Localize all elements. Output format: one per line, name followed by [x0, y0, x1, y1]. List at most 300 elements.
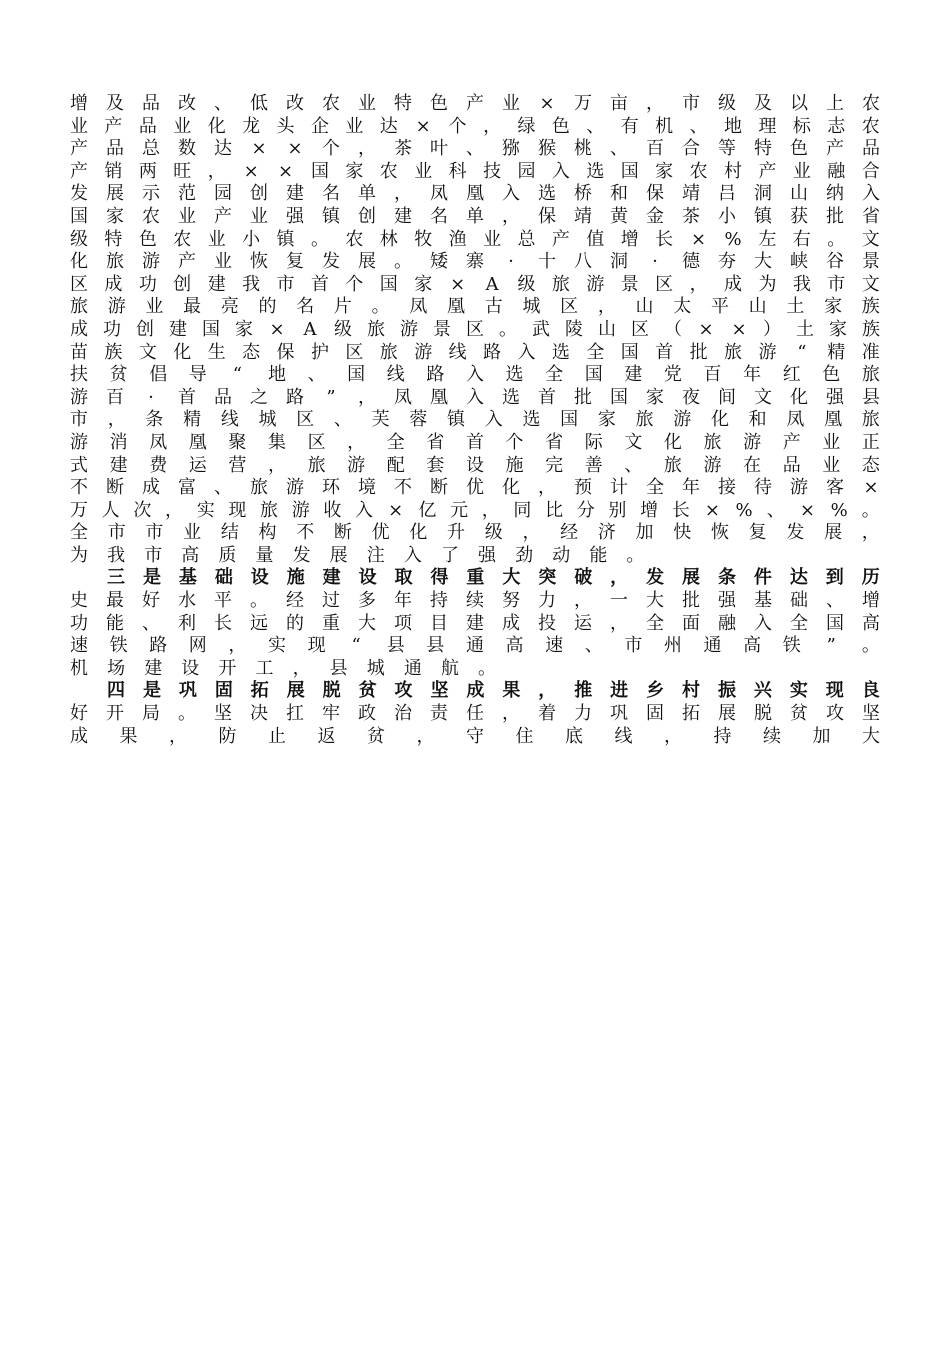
text-char: 展: [718, 703, 736, 725]
text-char: 态: [242, 341, 261, 363]
text-char: 入: [484, 409, 503, 431]
text-char: 固: [214, 680, 233, 702]
text-char: 红: [782, 364, 801, 386]
text-char: 坚: [214, 703, 232, 725]
text-char: 靖: [574, 205, 592, 227]
text-char: 凤: [786, 409, 805, 431]
text-char: 扶: [70, 364, 88, 386]
text-char: 县: [426, 635, 445, 657]
text-char: 土: [796, 318, 814, 340]
text-char: 现: [825, 680, 844, 702]
text-char: 入: [551, 160, 570, 182]
text-char: 凤: [409, 296, 428, 318]
text-char: 达: [789, 567, 808, 589]
text-char: 长: [655, 228, 674, 250]
text-char: 设: [465, 454, 484, 476]
text-char: 治: [394, 703, 412, 725]
text-char: 济: [597, 522, 616, 544]
text-char: ”: [326, 386, 336, 408]
text-char: 凤: [430, 183, 448, 205]
text-line: [70, 387, 880, 410]
text-char: 名: [430, 205, 448, 227]
text-char: 力: [538, 590, 556, 612]
text-char: 为: [70, 544, 88, 566]
text-char: 保: [276, 341, 295, 363]
text-char: 城: [366, 657, 385, 679]
text-char: ，: [610, 567, 629, 589]
text-char: 旺: [173, 160, 192, 182]
text-char: 值: [586, 228, 605, 250]
text-char: 通: [403, 657, 422, 679]
text-char: 机: [70, 657, 88, 679]
text-char: 市: [827, 273, 846, 295]
text-char: 设: [358, 567, 377, 589]
text-char: 三: [107, 567, 125, 589]
text-char: 入: [754, 612, 772, 634]
text-char: 路: [149, 635, 168, 657]
text-char: 住: [515, 725, 534, 747]
text-line: [70, 680, 880, 703]
text-char: 富: [178, 477, 196, 499]
text-char: 。: [626, 544, 645, 566]
text-char: 旅: [551, 273, 570, 295]
text-char: 选: [538, 183, 556, 205]
text-char: 注: [366, 544, 385, 566]
text-char: 次: [133, 499, 152, 521]
text-char: 消: [109, 431, 128, 453]
text-char: 游: [703, 454, 722, 476]
text-char: 重: [466, 567, 485, 589]
text-char: 首: [310, 273, 329, 295]
text-char: 陵: [565, 318, 583, 340]
text-char: A: [303, 318, 317, 340]
text-char: 国: [70, 205, 88, 227]
text-char: 、: [766, 499, 785, 521]
text-char: 。: [827, 228, 846, 250]
text-char: 全: [646, 477, 664, 499]
text-char: 线: [448, 341, 467, 363]
text-char: 乡: [646, 680, 665, 702]
text-char: 费: [149, 454, 168, 476]
text-char: ，: [358, 386, 376, 408]
text-char: 投: [538, 612, 556, 634]
text-char: 高: [181, 544, 200, 566]
text-char: 十: [538, 251, 556, 273]
text-char: 品: [214, 386, 232, 408]
text-char: 配: [386, 454, 405, 476]
text-char: 史: [70, 590, 88, 612]
text-char: 果: [502, 680, 521, 702]
text-char: 旅: [724, 341, 743, 363]
text-char: 在: [743, 454, 762, 476]
text-char: 建: [322, 567, 341, 589]
text-char: 志: [827, 115, 846, 137]
text-char: %: [735, 499, 753, 521]
text-char: 文: [624, 431, 643, 453]
text-char: 境: [358, 477, 376, 499]
text-char: 增: [70, 93, 88, 114]
text-char: ×: [698, 318, 714, 340]
text-char: 业: [483, 228, 502, 250]
text-char: 百: [646, 138, 664, 160]
text-char: ，: [610, 612, 628, 634]
text-char: 国: [310, 160, 329, 182]
text-char: 区: [70, 273, 88, 295]
text-char: ”: [826, 635, 836, 657]
text-char: 间: [718, 386, 736, 408]
text-char: 色: [551, 115, 570, 137]
text-char: 产: [70, 160, 88, 182]
text-char: 劲: [515, 544, 534, 566]
text-char: 态: [861, 454, 880, 476]
text-char: 黄: [610, 205, 628, 227]
text-char: 色: [822, 364, 841, 386]
text-char: 百: [703, 364, 722, 386]
text-line: [70, 726, 880, 749]
text-char: 入: [403, 544, 422, 566]
text-char: 旅: [367, 318, 385, 340]
text-char: 区: [296, 409, 315, 431]
text-char: 选: [502, 386, 520, 408]
text-char: 贫: [367, 725, 385, 747]
text-char: 化: [207, 115, 226, 137]
text-char: 政: [358, 703, 376, 725]
text-char: 、: [826, 590, 844, 612]
text-char: 融: [827, 160, 846, 182]
text-char: ，: [597, 296, 616, 318]
text-char: 通: [703, 635, 722, 657]
text-char: 亮: [220, 296, 239, 318]
text-char: 景: [862, 251, 880, 273]
text-char: ×: [539, 93, 555, 114]
text-char: 左: [758, 228, 777, 250]
text-char: 业: [345, 115, 364, 137]
text-char: 了: [440, 544, 459, 566]
text-char: 业: [502, 93, 520, 114]
text-char: 首: [465, 431, 484, 453]
text-char: 利: [178, 612, 196, 634]
text-char: 四: [107, 680, 125, 702]
text-char: 游: [286, 477, 304, 499]
text-char: 待: [754, 477, 772, 499]
text-char: 善: [584, 454, 603, 476]
text-char: 凤: [394, 386, 412, 408]
text-char: ，: [502, 205, 520, 227]
text-char: 长: [671, 499, 690, 521]
text-char: 游: [673, 409, 692, 431]
text-char: 是: [142, 567, 161, 589]
text-char: 国: [560, 409, 579, 431]
text-char: 家: [646, 386, 664, 408]
text-char: 加: [635, 522, 654, 544]
text-char: ，: [502, 703, 520, 725]
text-char: 不: [296, 522, 315, 544]
text-char: 范: [178, 183, 196, 205]
text-char: 振: [717, 680, 736, 702]
text-char: ×: [277, 160, 294, 182]
text-char: 恢: [710, 522, 729, 544]
text-char: 分: [576, 499, 595, 521]
text-char: 村: [724, 160, 743, 182]
text-char: 山: [790, 183, 808, 205]
text-char: 着: [538, 703, 556, 725]
text-char: 集: [267, 431, 286, 453]
text-char: 精: [827, 341, 846, 363]
text-char: 渔: [448, 228, 467, 250]
text-char: 好: [70, 703, 88, 725]
text-char: 元: [450, 499, 469, 521]
text-char: 同: [513, 499, 532, 521]
text-char: 准: [861, 341, 880, 363]
text-char: 展: [329, 544, 348, 566]
text-char: ，: [165, 499, 184, 521]
text-line: [70, 658, 880, 681]
text-line: [70, 116, 880, 139]
text-char: 条: [145, 409, 164, 431]
text-char: 改: [178, 93, 196, 114]
text-char: 蓉: [409, 409, 428, 431]
text-char: 土: [786, 296, 805, 318]
text-char: 项: [394, 612, 412, 634]
text-line: [70, 161, 880, 184]
text-char: 成: [142, 477, 160, 499]
text-char: 、: [610, 138, 628, 160]
text-char: 头: [276, 115, 295, 137]
text-char: 农: [861, 115, 880, 137]
text-char: 家: [106, 205, 124, 227]
text-char: 倡: [149, 364, 168, 386]
text-char: 现: [307, 635, 326, 657]
text-char: 小: [718, 205, 736, 227]
text-char: 族: [862, 318, 880, 340]
text-char: 导: [188, 364, 207, 386]
text-char: 保: [646, 183, 664, 205]
text-char: 成: [724, 273, 743, 295]
text-char: 游: [142, 251, 160, 273]
text-char: 单: [466, 205, 484, 227]
text-char: 大: [754, 251, 772, 273]
text-char: ，: [538, 477, 556, 499]
text-char: 名: [322, 183, 340, 205]
text-char: ×: [704, 499, 720, 521]
text-char: ，: [347, 431, 366, 453]
text-char: 快: [673, 522, 692, 544]
text-char: 展: [682, 567, 700, 589]
text-char: 贫: [358, 680, 377, 702]
text-char: 增: [620, 228, 639, 250]
text-char: ×: [450, 273, 466, 295]
text-char: 之: [250, 386, 268, 408]
text-char: 线: [614, 725, 633, 747]
text-char: 入: [355, 499, 374, 521]
text-char: 全: [545, 364, 564, 386]
text-char: 强: [286, 205, 304, 227]
text-char: 寨: [466, 251, 484, 273]
text-char: 纳: [826, 183, 844, 205]
text-char: 目: [430, 612, 448, 634]
text-char: 城: [258, 409, 277, 431]
text-char: 际: [584, 431, 603, 453]
text-line: [70, 703, 880, 726]
text-char: 游: [347, 454, 366, 476]
text-char: 理: [758, 115, 777, 137]
text-char: 家: [345, 160, 364, 182]
text-char: 平: [710, 296, 729, 318]
text-char: 重: [322, 612, 340, 634]
text-char: 全: [386, 431, 405, 453]
text-char: 生: [207, 341, 226, 363]
text-line: [70, 432, 880, 455]
text-char: 矮: [430, 251, 448, 273]
text-char: 能: [589, 544, 608, 566]
text-char: 经: [286, 590, 304, 612]
text-char: 旅: [861, 364, 880, 386]
text-char: 入: [466, 386, 484, 408]
text-char: 市: [624, 635, 643, 657]
text-char: 农: [142, 205, 160, 227]
text-char: 为: [758, 273, 777, 295]
text-char: 旅: [106, 251, 124, 273]
text-char: 建: [394, 205, 412, 227]
text-char: 苗: [70, 341, 88, 363]
text-char: 和: [610, 183, 628, 205]
text-char: 底: [565, 725, 583, 747]
text-char: 功: [70, 612, 88, 634]
text-char: 线: [220, 409, 239, 431]
text-char: 持: [430, 590, 448, 612]
text-char: 发: [292, 544, 311, 566]
text-char: 有: [620, 115, 639, 137]
text-char: 单: [358, 183, 376, 205]
text-char: 完: [545, 454, 564, 476]
text-char: 州: [663, 635, 682, 657]
text-char: 选: [505, 364, 524, 386]
text-char: 展: [286, 680, 305, 702]
text-char: 等: [718, 138, 736, 160]
text-char: 品: [138, 115, 157, 137]
text-char: %: [830, 499, 848, 521]
text-char: ·: [148, 386, 154, 408]
text-char: 不: [70, 477, 88, 499]
text-char: 设: [250, 567, 269, 589]
text-char: 个: [345, 273, 364, 295]
text-char: 县: [329, 657, 348, 679]
text-char: 叶: [430, 138, 448, 160]
text-char: 一: [610, 590, 628, 612]
text-char: 、: [466, 138, 484, 160]
text-char: 产: [214, 205, 232, 227]
text-char: 龙: [242, 115, 261, 137]
text-char: 保: [538, 205, 556, 227]
text-char: 年: [682, 477, 700, 499]
text-char: 止: [268, 725, 286, 747]
text-char: 成: [70, 725, 88, 747]
text-char: 动: [552, 544, 571, 566]
text-char: 增: [640, 499, 659, 521]
text-char: 接: [718, 477, 736, 499]
text-char: 场: [107, 657, 126, 679]
text-char: 国: [620, 341, 639, 363]
text-char: 家: [824, 296, 843, 318]
text-char: 文: [138, 341, 157, 363]
text-char: 建: [624, 364, 643, 386]
text-char: 金: [646, 205, 664, 227]
text-char: 品: [782, 454, 801, 476]
text-char: ，: [169, 725, 187, 747]
text-line: [70, 364, 880, 387]
text-char: 桃: [574, 138, 592, 160]
text-char: 国: [620, 160, 639, 182]
text-char: 、: [624, 454, 643, 476]
text-char: 创: [136, 318, 154, 340]
text-char: 发: [786, 522, 805, 544]
text-char: 好: [142, 590, 160, 612]
text-char: 洞: [610, 251, 628, 273]
text-char: 示: [142, 183, 160, 205]
text-char: 展: [106, 183, 124, 205]
text-char: 全: [646, 612, 664, 634]
text-char: 强: [478, 544, 497, 566]
text-char: 路: [483, 341, 502, 363]
text-char: 客: [826, 477, 844, 499]
text-char: 家: [655, 160, 674, 182]
text-char: 聚: [228, 431, 247, 453]
text-line: [70, 319, 880, 342]
text-char: 攻: [394, 680, 413, 702]
text-char: 强: [718, 590, 736, 612]
text-char: 游: [400, 318, 418, 340]
text-char: 山: [635, 296, 654, 318]
text-char: 林: [379, 228, 398, 250]
text-char: 收: [323, 499, 342, 521]
text-char: 农: [862, 93, 880, 114]
text-char: 入: [517, 341, 536, 363]
text-char: 游: [107, 296, 126, 318]
text-char: 业: [822, 454, 841, 476]
text-char: 合: [861, 160, 880, 182]
text-char: 达: [214, 138, 232, 160]
text-char: 业: [145, 296, 164, 318]
text-char: 产: [70, 138, 88, 160]
text-char: 强: [826, 386, 844, 408]
text-char: 产: [551, 228, 570, 250]
text-char: 牧: [414, 228, 433, 250]
text-char: 产: [104, 115, 123, 137]
text-char: 山: [748, 296, 767, 318]
text-char: 游: [743, 431, 762, 453]
text-char: 大: [358, 612, 376, 634]
text-char: 选: [586, 160, 605, 182]
text-char: 果: [119, 725, 138, 747]
text-char: 创: [358, 205, 376, 227]
text-line: [70, 635, 880, 658]
text-char: 历: [861, 567, 880, 589]
text-line: [70, 93, 880, 116]
text-char: 建: [286, 183, 304, 205]
text-char: 家: [235, 318, 253, 340]
text-char: 任: [466, 703, 484, 725]
text-char: 套: [426, 454, 445, 476]
text-char: 凰: [188, 431, 207, 453]
text-char: 凰: [824, 409, 843, 431]
text-char: ×: [287, 138, 303, 160]
text-char: ×: [799, 499, 815, 521]
text-char: 猕: [502, 138, 520, 160]
text-char: 建: [144, 657, 163, 679]
text-char: 基: [754, 590, 772, 612]
text-char: 古: [484, 296, 503, 318]
text-char: 旅: [307, 454, 326, 476]
